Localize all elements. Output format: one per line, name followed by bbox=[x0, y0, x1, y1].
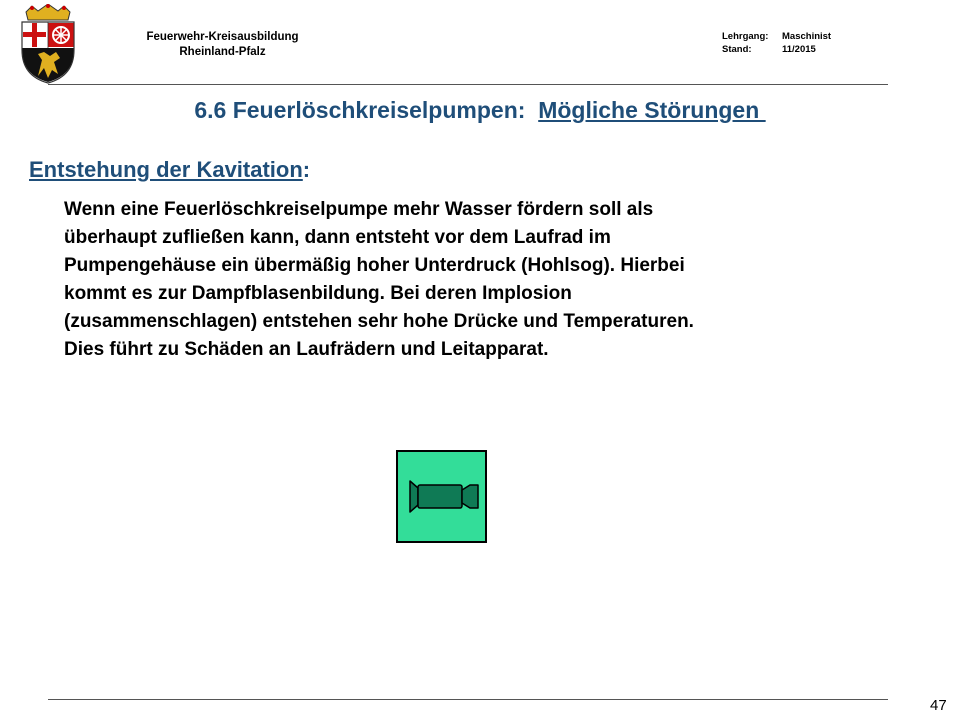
section-heading-colon: : bbox=[302, 157, 311, 182]
section-heading-text: Entstehung der Kavitation bbox=[29, 157, 303, 182]
body-line: Wenn eine Feuerlöschkreiselpumpe mehr Wasser fördern soll als bbox=[64, 199, 654, 220]
body-line: Dies führt zu Schäden an Laufrädern und Leitapparat. bbox=[64, 339, 549, 360]
coat-of-arms-icon bbox=[16, 4, 80, 84]
body-line: kommt es zur Dampfblasenbildung. Bei deren Implosion bbox=[64, 283, 572, 304]
course-meta bbox=[722, 30, 831, 56]
course-value: Maschinist bbox=[782, 31, 832, 42]
body-paragraph bbox=[64, 196, 914, 364]
organization-name: Feuerwehr-Kreisausbildung bbox=[146, 31, 299, 43]
body-line: Pumpengehäuse ein übermäßig hoher Unterdruck (Hohlsog). Hierbei bbox=[64, 255, 685, 276]
footer-divider bbox=[48, 699, 888, 700]
date-value: 11/2015 bbox=[782, 44, 816, 55]
course-label: Lehrgang: bbox=[722, 31, 769, 42]
body-line: überhaupt zufließen kann, dann entsteht vor dem Laufrad im bbox=[64, 227, 611, 248]
section-heading bbox=[29, 156, 310, 184]
slide-title-topic: 6.6 Feuerlöschkreiselpumpen: bbox=[194, 97, 526, 123]
organization-region: Rheinland-Pfalz bbox=[179, 46, 266, 58]
video-play-button[interactable] bbox=[396, 450, 487, 543]
body-line: (zusammenschlagen) entstehen sehr hohe Drücke und Temperaturen. bbox=[64, 311, 694, 332]
slide-title-subtopic: Mögliche Störungen bbox=[538, 97, 766, 123]
video-camera-icon bbox=[398, 452, 485, 541]
organization-header bbox=[120, 30, 325, 60]
slide-title bbox=[0, 96, 960, 124]
header-divider bbox=[48, 84, 888, 85]
page-number: 47 bbox=[930, 697, 947, 714]
date-label: Stand: bbox=[722, 44, 752, 55]
